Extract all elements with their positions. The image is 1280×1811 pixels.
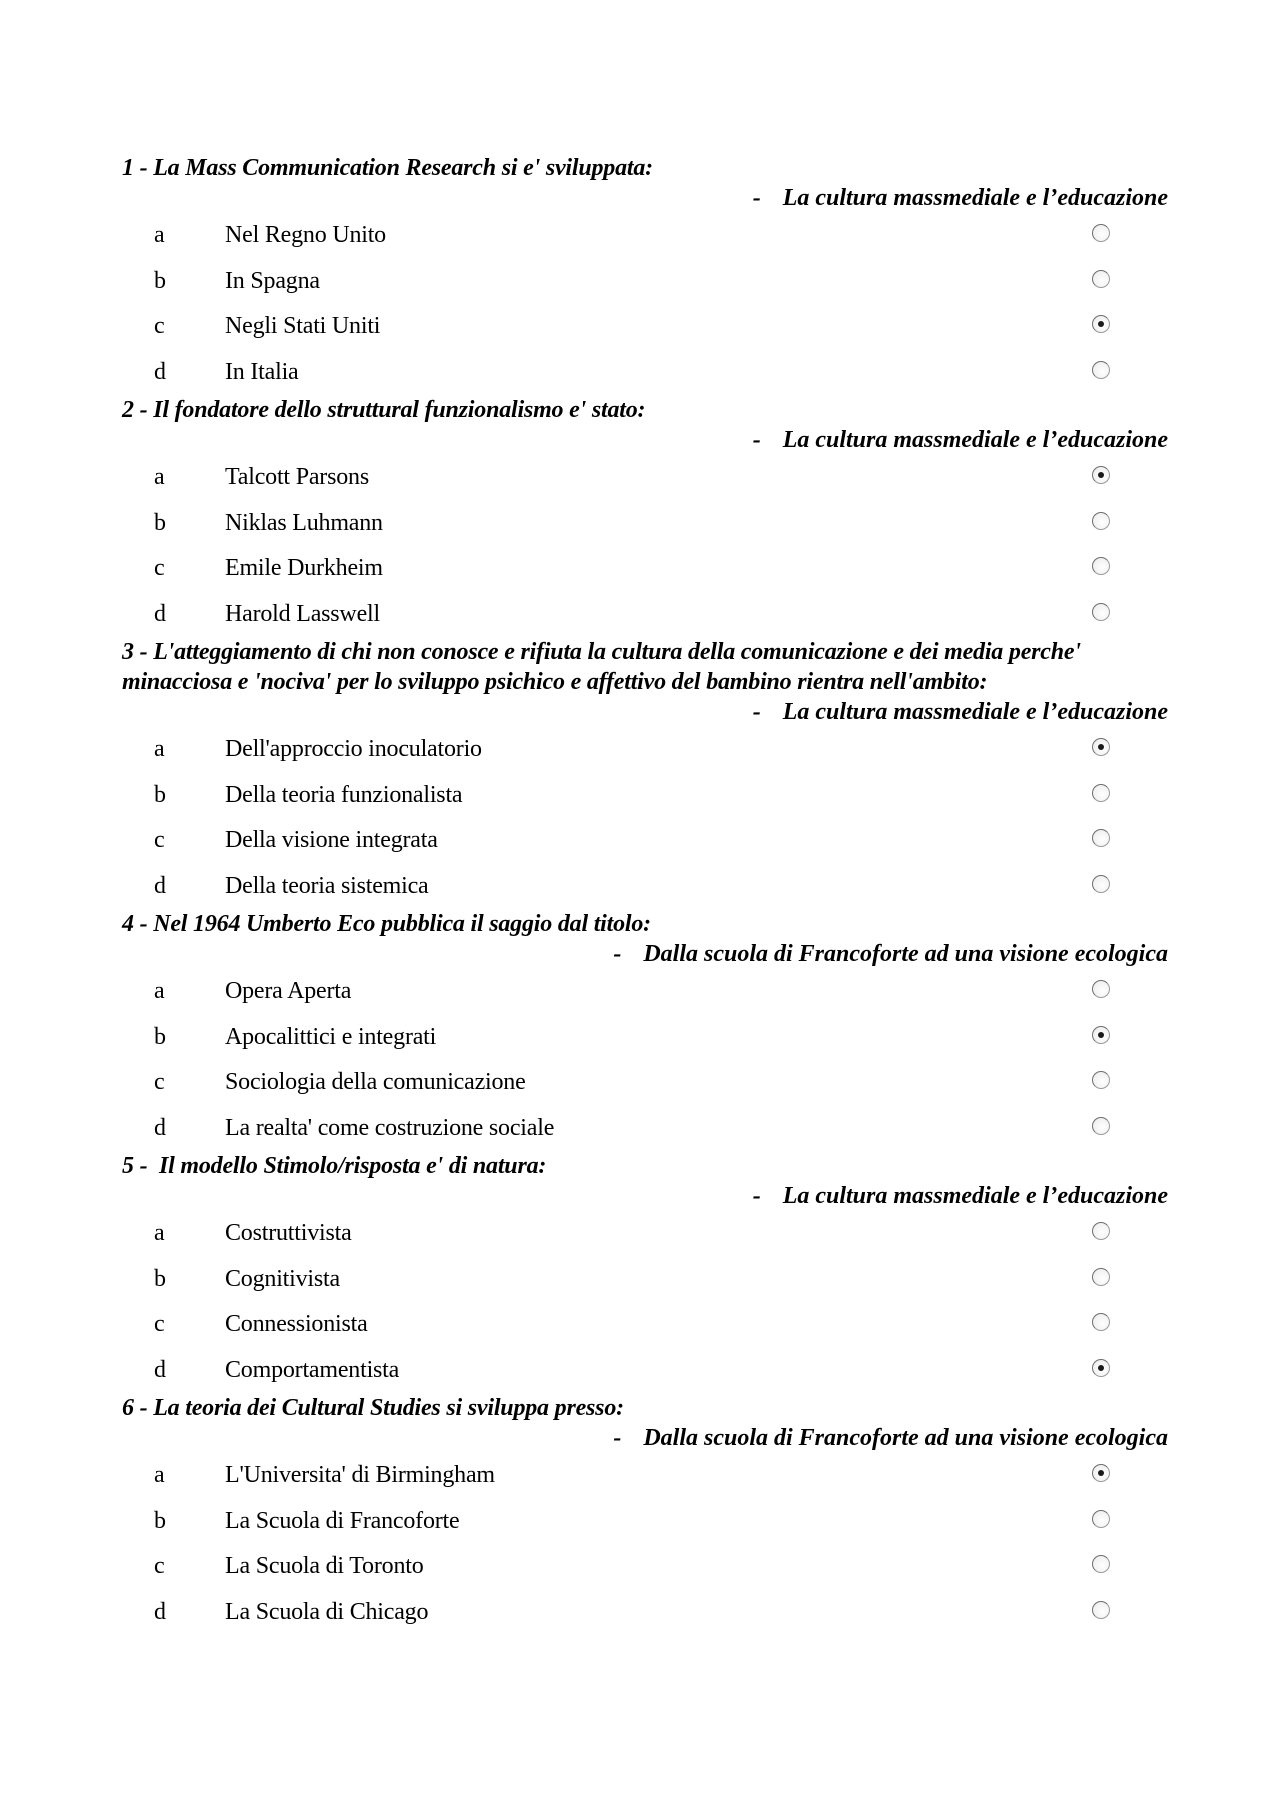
- question-5: [122, 1151, 1170, 1393]
- answer-letter: c: [154, 1553, 165, 1579]
- answer-option[interactable]: [122, 1302, 1170, 1348]
- question-4: [122, 909, 1170, 1151]
- question-title: 4 - Nel 1964 Umberto Eco pubblica il saggio dal titolo:: [122, 911, 651, 937]
- topic-dash: -: [752, 699, 761, 725]
- question-topic: [122, 939, 1170, 969]
- answer-letter: c: [154, 1311, 165, 1337]
- answer-option[interactable]: [122, 1544, 1170, 1590]
- radio-dot-icon: [1098, 1470, 1104, 1476]
- radio-button[interactable]: [1092, 875, 1110, 893]
- answer-option[interactable]: [122, 259, 1170, 305]
- answer-text: Sociologia della comunicazione: [225, 1069, 526, 1095]
- answer-text: La Scuola di Toronto: [225, 1553, 424, 1579]
- question-topic: [122, 697, 1170, 727]
- topic-dash: -: [752, 1183, 761, 1209]
- answer-letter: a: [154, 736, 165, 762]
- radio-dot-icon: [1098, 1365, 1104, 1371]
- answer-option[interactable]: [122, 773, 1170, 819]
- answer-option[interactable]: [122, 969, 1170, 1015]
- answer-letter: d: [154, 1114, 166, 1141]
- answer-letter: d: [154, 600, 166, 627]
- quiz-list: [122, 153, 1170, 1635]
- answer-text: Apocalittici e integrati: [225, 1023, 437, 1050]
- answer-option[interactable]: [122, 1211, 1170, 1257]
- answer-option[interactable]: [122, 727, 1170, 773]
- radio-dot-icon: [1098, 744, 1104, 750]
- answer-text: Emile Durkheim: [225, 555, 383, 581]
- answer-text: Nel Regno Unito: [225, 222, 386, 248]
- radio-button[interactable]: [1092, 1555, 1110, 1573]
- answer-list: [122, 969, 1170, 1151]
- answer-list: [122, 727, 1170, 909]
- question-title: 5 - Il modello Stimolo/risposta e' di natura:: [122, 1153, 547, 1179]
- answer-text: La Scuola di Chicago: [225, 1598, 429, 1625]
- answer-letter: c: [154, 555, 165, 581]
- topic-dash: -: [752, 185, 761, 211]
- answer-text: Cognitivista: [225, 1265, 340, 1292]
- answer-letter: c: [154, 313, 165, 339]
- answer-option[interactable]: [122, 592, 1170, 638]
- topic-label: Dalla scuola di Francoforte ad una visione ecologica: [643, 941, 1168, 967]
- radio-button[interactable]: [1092, 1117, 1110, 1135]
- radio-button[interactable]: [1092, 784, 1110, 802]
- answer-list: [122, 1211, 1170, 1393]
- radio-dot-icon: [1098, 1032, 1104, 1038]
- radio-button[interactable]: [1092, 315, 1110, 333]
- answer-letter: c: [154, 827, 165, 853]
- question-title: 3 - L'atteggiamento di chi non conosce e rifiuta la cultura della comunicazione e dei media perche' minacciosa e 'nociva' per lo sviluppo psichico e affettivo del bambino rientra nell'ambito:: [122, 639, 1081, 695]
- answer-letter: c: [154, 1069, 165, 1095]
- answer-letter: a: [154, 978, 165, 1004]
- answer-list: [122, 455, 1170, 637]
- answer-text: Costruttivista: [225, 1220, 352, 1246]
- answer-option[interactable]: [122, 546, 1170, 592]
- radio-button[interactable]: [1092, 512, 1110, 530]
- radio-button[interactable]: [1092, 1026, 1110, 1044]
- radio-button[interactable]: [1092, 361, 1110, 379]
- answer-letter: a: [154, 464, 165, 490]
- answer-text: Harold Lasswell: [225, 600, 380, 627]
- answer-letter: a: [154, 222, 165, 248]
- question-topic: [122, 183, 1170, 213]
- answer-option[interactable]: [122, 1499, 1170, 1545]
- radio-button[interactable]: [1092, 1510, 1110, 1528]
- topic-dash: -: [752, 427, 761, 453]
- answer-letter: b: [154, 1507, 166, 1534]
- topic-label: La cultura massmediale e l’educazione: [782, 427, 1168, 453]
- radio-button[interactable]: [1092, 1464, 1110, 1482]
- answer-option[interactable]: [122, 1590, 1170, 1636]
- answer-text: L'Universita' di Birmingham: [225, 1462, 495, 1488]
- answer-letter: d: [154, 872, 166, 899]
- answer-option[interactable]: [122, 304, 1170, 350]
- answer-letter: d: [154, 1598, 166, 1625]
- answer-text: Talcott Parsons: [225, 464, 369, 490]
- answer-text: Dell'approccio inoculatorio: [225, 736, 482, 762]
- answer-letter: a: [154, 1220, 165, 1246]
- answer-option[interactable]: [122, 818, 1170, 864]
- answer-option[interactable]: [122, 501, 1170, 547]
- answer-option[interactable]: [122, 1015, 1170, 1061]
- radio-button[interactable]: [1092, 557, 1110, 575]
- question-2: [122, 395, 1170, 637]
- answer-list: [122, 1453, 1170, 1635]
- question-title: 2 - Il fondatore dello struttural funzionalismo e' stato:: [122, 397, 646, 423]
- radio-button[interactable]: [1092, 829, 1110, 847]
- topic-label: La cultura massmediale e l’educazione: [782, 185, 1168, 211]
- answer-option[interactable]: [122, 350, 1170, 396]
- radio-dot-icon: [1098, 472, 1104, 478]
- radio-button[interactable]: [1092, 980, 1110, 998]
- answer-text: Della teoria sistemica: [225, 872, 429, 899]
- question-6: [122, 1393, 1170, 1635]
- answer-text: Negli Stati Uniti: [225, 313, 381, 339]
- question-topic: [122, 1423, 1170, 1453]
- answer-option[interactable]: [122, 455, 1170, 501]
- answer-text: Opera Aperta: [225, 978, 352, 1004]
- answer-option[interactable]: [122, 1257, 1170, 1303]
- answer-option[interactable]: [122, 1106, 1170, 1152]
- answer-text: La realta' come costruzione sociale: [225, 1114, 555, 1141]
- answer-letter: b: [154, 1023, 166, 1050]
- topic-label: La cultura massmediale e l’educazione: [782, 699, 1168, 725]
- answer-text: In Spagna: [225, 267, 320, 294]
- answer-text: Della teoria funzionalista: [225, 781, 463, 808]
- question-3: [122, 637, 1170, 909]
- topic-dash: -: [613, 1425, 622, 1451]
- answer-option[interactable]: [122, 213, 1170, 259]
- topic-dash: -: [613, 941, 622, 967]
- answer-option[interactable]: [122, 864, 1170, 910]
- answer-letter: b: [154, 267, 166, 294]
- answer-text: Comportamentista: [225, 1356, 400, 1383]
- answer-text: In Italia: [225, 358, 299, 385]
- answer-letter: a: [154, 1462, 165, 1488]
- radio-button[interactable]: [1092, 1313, 1110, 1331]
- answer-option[interactable]: [122, 1348, 1170, 1394]
- topic-label: Dalla scuola di Francoforte ad una visione ecologica: [643, 1425, 1168, 1451]
- question-topic: [122, 425, 1170, 455]
- answer-letter: b: [154, 1265, 166, 1292]
- answer-text: Niklas Luhmann: [225, 509, 383, 536]
- answer-text: Connessionista: [225, 1311, 368, 1337]
- radio-button[interactable]: [1092, 224, 1110, 242]
- answer-letter: b: [154, 781, 166, 808]
- radio-button[interactable]: [1092, 1601, 1110, 1619]
- answer-text: La Scuola di Francoforte: [225, 1507, 460, 1534]
- question-topic: [122, 1181, 1170, 1211]
- topic-label: La cultura massmediale e l’educazione: [782, 1183, 1168, 1209]
- answer-list: [122, 213, 1170, 395]
- answer-option[interactable]: [122, 1060, 1170, 1106]
- question-1: [122, 153, 1170, 395]
- answer-text: Della visione integrata: [225, 827, 438, 853]
- radio-button[interactable]: [1092, 1268, 1110, 1286]
- question-title: 6 - La teoria dei Cultural Studies si sviluppa presso:: [122, 1395, 624, 1421]
- answer-letter: d: [154, 1356, 166, 1383]
- answer-letter: b: [154, 509, 166, 536]
- radio-button[interactable]: [1092, 738, 1110, 756]
- radio-dot-icon: [1098, 321, 1104, 327]
- radio-button[interactable]: [1092, 1071, 1110, 1089]
- answer-letter: d: [154, 358, 166, 385]
- radio-button[interactable]: [1092, 1359, 1110, 1377]
- answer-option[interactable]: [122, 1453, 1170, 1499]
- radio-button[interactable]: [1092, 603, 1110, 621]
- radio-button[interactable]: [1092, 466, 1110, 484]
- radio-button[interactable]: [1092, 270, 1110, 288]
- question-title: 1 - La Mass Communication Research si e' sviluppata:: [122, 155, 653, 181]
- radio-button[interactable]: [1092, 1222, 1110, 1240]
